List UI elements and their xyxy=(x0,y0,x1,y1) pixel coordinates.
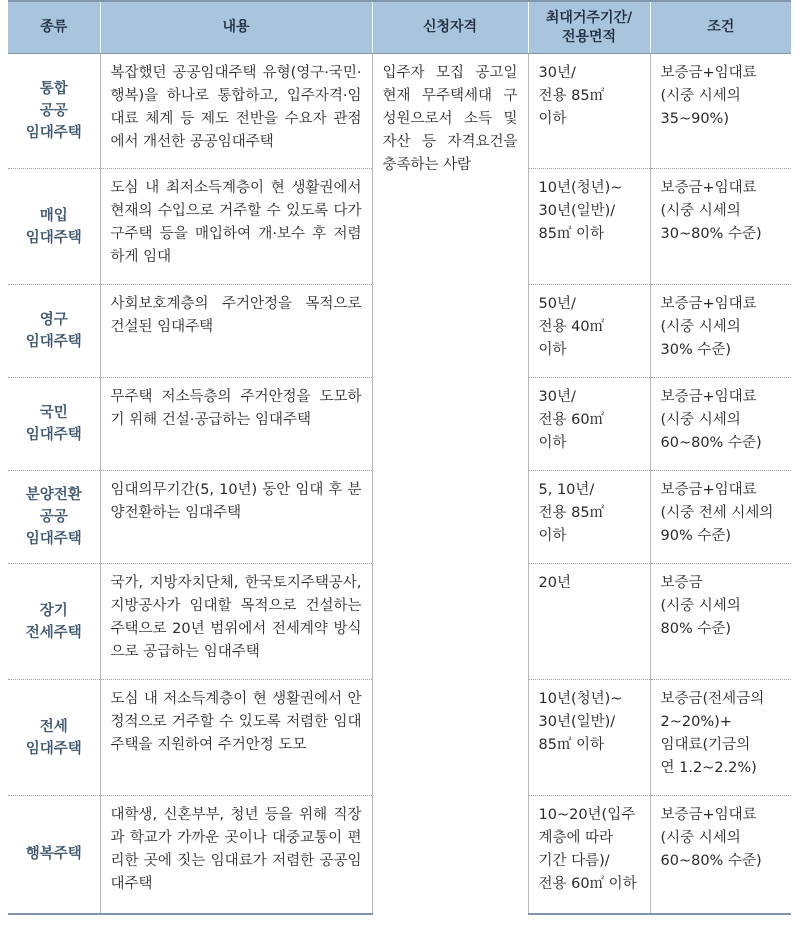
row-condition: 보증금+임대료 (시중 시세의 60~80% 수준) xyxy=(650,796,791,914)
row-type: 영구 임대주택 xyxy=(8,285,100,378)
header-content: 내용 xyxy=(100,1,372,54)
header-eligibility: 신청자격 xyxy=(372,1,528,54)
rental-housing-table-container xyxy=(8,0,791,915)
row-content: 복잡했던 공공임대주택 유형(영구·국민·행복)을 하나로 통합하고, 입주자격·임대료 체계 등 제도 전반을 수요자 관점에서 개선한 공공임대주택 xyxy=(100,54,372,169)
eligibility-cell: 입주자 모집 공고일 현재 무주택세대 구성원으로서 소득 및 자산 등 자격요건을 충족하는 사람 xyxy=(372,54,528,914)
row-content: 국가, 지방자치단체, 한국토지주택공사, 지방공사가 임대할 목적으로 건설하는 주택으로 20년 범위에서 전세계약 방식으로 공급하는 임대주택 xyxy=(100,564,372,680)
row-period: 10년(청년)~ 30년(일반)/ 85㎡ 이하 xyxy=(528,680,650,796)
row-type: 국민 임대주택 xyxy=(8,378,100,471)
row-condition: 보증금+임대료 (시중 시세의 35~90%) xyxy=(650,54,791,169)
row-type: 장기 전세주택 xyxy=(8,564,100,680)
row-type: 매입 임대주택 xyxy=(8,169,100,285)
header-condition: 조건 xyxy=(650,1,791,54)
row-period: 10~20년(입주 계층에 따라 기간 다름)/ 전용 60㎡ 이하 xyxy=(528,796,650,914)
row-condition: 보증금 (시중 시세의 80% 수준) xyxy=(650,564,791,680)
rental-housing-table xyxy=(8,0,791,915)
row-content: 사회보호계층의 주거안정을 목적으로 건설된 임대주택 xyxy=(100,285,372,378)
row-period: 20년 xyxy=(528,564,650,680)
row-content: 임대의무기간(5, 10년) 동안 임대 후 분양전환하는 임대주택 xyxy=(100,471,372,564)
row-content: 도심 내 최저소득계층이 현 생활권에서 현재의 수입으로 거주할 수 있도록 다가구주택 등을 매입하여 개·보수 후 저렴하게 임대 xyxy=(100,169,372,285)
row-type: 분양전환 공공 임대주택 xyxy=(8,471,100,564)
row-period: 10년(청년)~ 30년(일반)/ 85㎡ 이하 xyxy=(528,169,650,285)
row-period: 30년/ 전용 85㎡ 이하 xyxy=(528,54,650,169)
row-period: 50년/ 전용 40㎡ 이하 xyxy=(528,285,650,378)
row-type: 통합 공공 임대주택 xyxy=(8,54,100,169)
row-type: 전세 임대주택 xyxy=(8,680,100,796)
row-content: 대학생, 신혼부부, 청년 등을 위해 직장과 학교가 가까운 곳이나 대중교통이 편리한 곳에 짓는 임대료가 저렴한 공공임대주택 xyxy=(100,796,372,914)
row-condition: 보증금+임대료 (시중 시세의 30~80% 수준) xyxy=(650,169,791,285)
row-content: 무주택 저소득층의 주거안정을 도모하기 위해 건설·공급하는 임대주택 xyxy=(100,378,372,471)
row-condition: 보증금+임대료 (시중 시세의 60~80% 수준) xyxy=(650,378,791,471)
row-condition: 보증금+임대료 (시중 전세 시세의 90% 수준) xyxy=(650,471,791,564)
header-row xyxy=(8,1,791,54)
row-period: 5, 10년/ 전용 85㎡ 이하 xyxy=(528,471,650,564)
row-condition: 보증금(전세금의 2~20%)+ 임대료(기금의 연 1.2~2.2%) xyxy=(650,680,791,796)
header-period: 최대거주기간/ 전용면적 xyxy=(528,1,650,54)
row-type: 행복주택 xyxy=(8,796,100,914)
row-content: 도심 내 저소득계층이 현 생활권에서 안정적으로 거주할 수 있도록 저렴한 임대주택을 지원하여 주거안정 도모 xyxy=(100,680,372,796)
row-period: 30년/ 전용 60㎡ 이하 xyxy=(528,378,650,471)
row-condition: 보증금+임대료 (시중 시세의 30% 수준) xyxy=(650,285,791,378)
header-type: 종류 xyxy=(8,1,100,54)
table-row xyxy=(8,54,791,169)
